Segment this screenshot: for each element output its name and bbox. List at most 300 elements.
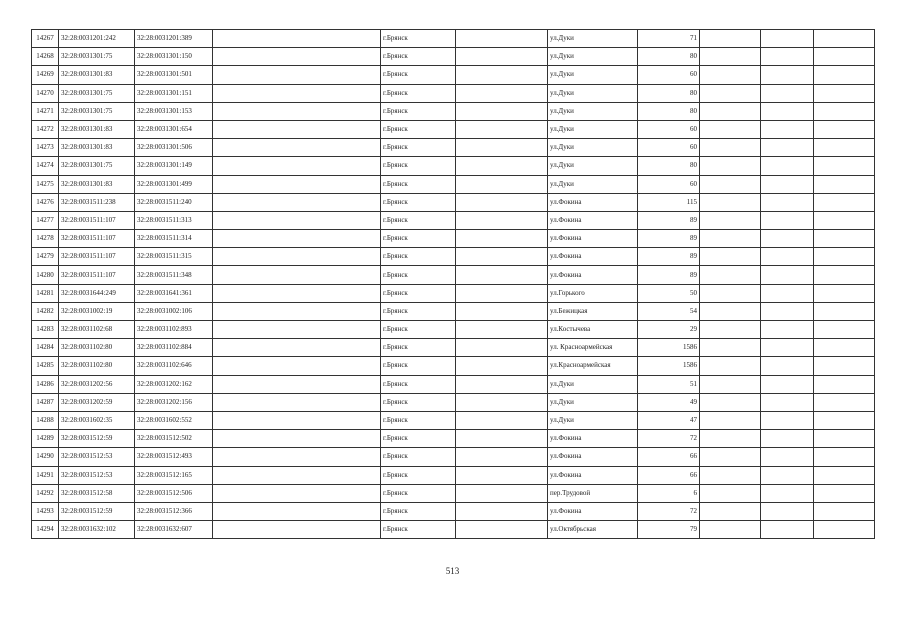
empty-cell (700, 448, 761, 466)
empty-cell (761, 66, 814, 84)
empty-cell (456, 211, 548, 229)
table-row (32, 120, 875, 138)
table-row (32, 484, 875, 502)
area-value-cell: 72 (638, 502, 700, 520)
empty-cell (456, 48, 548, 66)
cadastral-object-cell: 32:28:0031002:106 (135, 302, 213, 320)
empty-cell (700, 102, 761, 120)
table-row (32, 339, 875, 357)
empty-cell (213, 430, 381, 448)
cadastral-parcel-cell: 32:28:0031512:53 (59, 466, 135, 484)
empty-cell (700, 139, 761, 157)
empty-cell (814, 248, 875, 266)
city-cell: г.Брянск (381, 466, 456, 484)
empty-cell (761, 393, 814, 411)
city-cell: г.Брянск (381, 430, 456, 448)
row-number-cell: 14268 (32, 48, 59, 66)
empty-cell (814, 102, 875, 120)
empty-cell (456, 102, 548, 120)
empty-cell (814, 157, 875, 175)
empty-cell (814, 430, 875, 448)
table-row (32, 266, 875, 284)
table-row (32, 321, 875, 339)
empty-cell (456, 302, 548, 320)
empty-cell (814, 139, 875, 157)
empty-cell (761, 284, 814, 302)
street-cell: ул.Фокина (548, 502, 638, 520)
empty-cell (456, 357, 548, 375)
cadastral-object-cell: 32:28:0031632:607 (135, 521, 213, 539)
cadastral-parcel-cell: 32:28:0031511:238 (59, 193, 135, 211)
table-row (32, 175, 875, 193)
row-number-cell: 14267 (32, 30, 59, 48)
street-cell: ул.Дуки (548, 175, 638, 193)
table-row (32, 248, 875, 266)
cadastral-object-cell: 32:28:0031102:884 (135, 339, 213, 357)
street-cell: ул.Бежицкая (548, 302, 638, 320)
cadastral-parcel-cell: 32:28:0031512:58 (59, 484, 135, 502)
table-row (32, 284, 875, 302)
area-value-cell: 79 (638, 521, 700, 539)
register-table (31, 29, 875, 539)
empty-cell (700, 521, 761, 539)
empty-cell (761, 175, 814, 193)
empty-cell (761, 357, 814, 375)
cadastral-parcel-cell: 32:28:0031644:249 (59, 284, 135, 302)
table-row (32, 502, 875, 520)
empty-cell (761, 139, 814, 157)
city-cell: г.Брянск (381, 175, 456, 193)
table-row (32, 48, 875, 66)
empty-cell (213, 248, 381, 266)
page-number: 513 (445, 566, 460, 576)
empty-cell (761, 339, 814, 357)
empty-cell (456, 375, 548, 393)
empty-cell (213, 411, 381, 429)
empty-cell (213, 157, 381, 175)
empty-cell (700, 30, 761, 48)
area-value-cell: 89 (638, 266, 700, 284)
street-cell: ул.Костычева (548, 321, 638, 339)
area-value-cell: 60 (638, 120, 700, 138)
city-cell: г.Брянск (381, 30, 456, 48)
empty-cell (761, 375, 814, 393)
city-cell: г.Брянск (381, 139, 456, 157)
empty-cell (456, 66, 548, 84)
street-cell: ул.Октябрьская (548, 521, 638, 539)
street-cell: ул.Фокина (548, 211, 638, 229)
city-cell: г.Брянск (381, 211, 456, 229)
empty-cell (700, 430, 761, 448)
empty-cell (700, 357, 761, 375)
street-cell: ул. Красноармейская (548, 339, 638, 357)
row-number-cell: 14291 (32, 466, 59, 484)
empty-cell (700, 321, 761, 339)
empty-cell (456, 157, 548, 175)
empty-cell (456, 139, 548, 157)
street-cell: ул.Дуки (548, 157, 638, 175)
area-value-cell: 1586 (638, 339, 700, 357)
row-number-cell: 14274 (32, 157, 59, 175)
row-number-cell: 14269 (32, 66, 59, 84)
empty-cell (761, 411, 814, 429)
empty-cell (814, 266, 875, 284)
row-number-cell: 14288 (32, 411, 59, 429)
empty-cell (456, 266, 548, 284)
empty-cell (700, 84, 761, 102)
empty-cell (700, 248, 761, 266)
area-value-cell: 29 (638, 321, 700, 339)
area-value-cell: 89 (638, 211, 700, 229)
row-number-cell: 14270 (32, 84, 59, 102)
empty-cell (700, 375, 761, 393)
city-cell: г.Брянск (381, 484, 456, 502)
table-row (32, 448, 875, 466)
row-number-cell: 14273 (32, 139, 59, 157)
empty-cell (814, 211, 875, 229)
empty-cell (456, 284, 548, 302)
cadastral-parcel-cell: 32:28:0031301:75 (59, 84, 135, 102)
cadastral-object-cell: 32:28:0031602:552 (135, 411, 213, 429)
row-number-cell: 14277 (32, 211, 59, 229)
empty-cell (761, 230, 814, 248)
row-number-cell: 14289 (32, 430, 59, 448)
area-value-cell: 72 (638, 430, 700, 448)
empty-cell (456, 248, 548, 266)
cadastral-parcel-cell: 32:28:0031511:107 (59, 248, 135, 266)
empty-cell (213, 466, 381, 484)
street-cell: ул.Дуки (548, 84, 638, 102)
empty-cell (213, 448, 381, 466)
empty-cell (761, 248, 814, 266)
empty-cell (213, 175, 381, 193)
city-cell: г.Брянск (381, 84, 456, 102)
empty-cell (814, 66, 875, 84)
empty-cell (761, 502, 814, 520)
row-number-cell: 14282 (32, 302, 59, 320)
empty-cell (456, 339, 548, 357)
empty-cell (761, 30, 814, 48)
street-cell: ул.Дуки (548, 375, 638, 393)
cadastral-object-cell: 32:28:0031512:506 (135, 484, 213, 502)
empty-cell (213, 502, 381, 520)
area-value-cell: 115 (638, 193, 700, 211)
empty-cell (213, 375, 381, 393)
empty-cell (814, 302, 875, 320)
empty-cell (213, 393, 381, 411)
table-row (32, 357, 875, 375)
empty-cell (814, 448, 875, 466)
city-cell: г.Брянск (381, 375, 456, 393)
empty-cell (761, 302, 814, 320)
row-number-cell: 14285 (32, 357, 59, 375)
empty-cell (700, 66, 761, 84)
row-number-cell: 14278 (32, 230, 59, 248)
row-number-cell: 14276 (32, 193, 59, 211)
empty-cell (814, 502, 875, 520)
city-cell: г.Брянск (381, 393, 456, 411)
empty-cell (700, 339, 761, 357)
table-row (32, 193, 875, 211)
empty-cell (213, 284, 381, 302)
cadastral-parcel-cell: 32:28:0031201:242 (59, 30, 135, 48)
cadastral-parcel-cell: 32:28:0031301:83 (59, 139, 135, 157)
cadastral-object-cell: 32:28:0031202:162 (135, 375, 213, 393)
cadastral-object-cell: 32:28:0031301:499 (135, 175, 213, 193)
empty-cell (814, 393, 875, 411)
cadastral-object-cell: 32:28:0031512:165 (135, 466, 213, 484)
cadastral-parcel-cell: 32:28:0031102:68 (59, 321, 135, 339)
empty-cell (814, 48, 875, 66)
row-number-cell: 14271 (32, 102, 59, 120)
empty-cell (456, 411, 548, 429)
cadastral-object-cell: 32:28:0031301:149 (135, 157, 213, 175)
area-value-cell: 60 (638, 175, 700, 193)
empty-cell (213, 211, 381, 229)
cadastral-object-cell: 32:28:0031511:315 (135, 248, 213, 266)
empty-cell (213, 84, 381, 102)
empty-cell (814, 230, 875, 248)
cadastral-object-cell: 32:28:0031301:151 (135, 84, 213, 102)
table-row (32, 230, 875, 248)
empty-cell (700, 211, 761, 229)
city-cell: г.Брянск (381, 502, 456, 520)
row-number-cell: 14290 (32, 448, 59, 466)
row-number-cell: 14275 (32, 175, 59, 193)
cadastral-parcel-cell: 32:28:0031632:102 (59, 521, 135, 539)
area-value-cell: 71 (638, 30, 700, 48)
city-cell: г.Брянск (381, 120, 456, 138)
street-cell: ул.Фокина (548, 248, 638, 266)
empty-cell (456, 175, 548, 193)
cadastral-object-cell: 32:28:0031511:314 (135, 230, 213, 248)
empty-cell (456, 502, 548, 520)
table-row (32, 84, 875, 102)
empty-cell (761, 211, 814, 229)
cadastral-parcel-cell: 32:28:0031602:35 (59, 411, 135, 429)
empty-cell (213, 266, 381, 284)
empty-cell (700, 230, 761, 248)
area-value-cell: 80 (638, 84, 700, 102)
cadastral-parcel-cell: 32:28:0031202:56 (59, 375, 135, 393)
cadastral-parcel-cell: 32:28:0031202:59 (59, 393, 135, 411)
empty-cell (456, 321, 548, 339)
empty-cell (814, 321, 875, 339)
cadastral-object-cell: 32:28:0031202:156 (135, 393, 213, 411)
city-cell: г.Брянск (381, 339, 456, 357)
empty-cell (213, 193, 381, 211)
street-cell: пер.Трудовой (548, 484, 638, 502)
empty-cell (213, 357, 381, 375)
area-value-cell: 66 (638, 448, 700, 466)
empty-cell (213, 48, 381, 66)
table-row (32, 102, 875, 120)
area-value-cell: 89 (638, 230, 700, 248)
table-row (32, 30, 875, 48)
cadastral-object-cell: 32:28:0031102:646 (135, 357, 213, 375)
empty-cell (456, 230, 548, 248)
empty-cell (213, 66, 381, 84)
empty-cell (456, 193, 548, 211)
cadastral-parcel-cell: 32:28:0031102:80 (59, 339, 135, 357)
city-cell: г.Брянск (381, 48, 456, 66)
area-value-cell: 66 (638, 466, 700, 484)
area-value-cell: 60 (638, 139, 700, 157)
empty-cell (456, 448, 548, 466)
street-cell: ул.Красноармейская (548, 357, 638, 375)
empty-cell (700, 175, 761, 193)
area-value-cell: 80 (638, 157, 700, 175)
row-number-cell: 14292 (32, 484, 59, 502)
row-number-cell: 14284 (32, 339, 59, 357)
empty-cell (213, 321, 381, 339)
empty-cell (700, 48, 761, 66)
cadastral-parcel-cell: 32:28:0031102:80 (59, 357, 135, 375)
row-number-cell: 14287 (32, 393, 59, 411)
table-row (32, 430, 875, 448)
empty-cell (814, 357, 875, 375)
street-cell: ул.Фокина (548, 266, 638, 284)
row-number-cell: 14293 (32, 502, 59, 520)
empty-cell (761, 266, 814, 284)
cadastral-object-cell: 32:28:0031301:654 (135, 120, 213, 138)
empty-cell (213, 120, 381, 138)
table-row (32, 66, 875, 84)
street-cell: ул.Дуки (548, 139, 638, 157)
cadastral-object-cell: 32:28:0031512:502 (135, 430, 213, 448)
table-row (32, 139, 875, 157)
empty-cell (761, 84, 814, 102)
empty-cell (456, 30, 548, 48)
empty-cell (814, 193, 875, 211)
city-cell: г.Брянск (381, 102, 456, 120)
cadastral-object-cell: 32:28:0031102:893 (135, 321, 213, 339)
cadastral-object-cell: 32:28:0031511:313 (135, 211, 213, 229)
city-cell: г.Брянск (381, 411, 456, 429)
empty-cell (213, 302, 381, 320)
city-cell: г.Брянск (381, 66, 456, 84)
cadastral-object-cell: 32:28:0031301:150 (135, 48, 213, 66)
city-cell: г.Брянск (381, 448, 456, 466)
empty-cell (814, 84, 875, 102)
street-cell: ул.Фокина (548, 448, 638, 466)
empty-cell (213, 230, 381, 248)
city-cell: г.Брянск (381, 302, 456, 320)
area-value-cell: 6 (638, 484, 700, 502)
row-number-cell: 14294 (32, 521, 59, 539)
street-cell: ул.Дуки (548, 411, 638, 429)
empty-cell (814, 484, 875, 502)
cadastral-object-cell: 32:28:0031201:389 (135, 30, 213, 48)
area-value-cell: 60 (638, 66, 700, 84)
empty-cell (700, 484, 761, 502)
city-cell: г.Брянск (381, 521, 456, 539)
empty-cell (814, 175, 875, 193)
cadastral-parcel-cell: 32:28:0031301:83 (59, 120, 135, 138)
cadastral-object-cell: 32:28:0031511:240 (135, 193, 213, 211)
empty-cell (814, 284, 875, 302)
empty-cell (700, 502, 761, 520)
cadastral-parcel-cell: 32:28:0031512:59 (59, 430, 135, 448)
cadastral-parcel-cell: 32:28:0031301:75 (59, 157, 135, 175)
empty-cell (814, 466, 875, 484)
table-row (32, 411, 875, 429)
row-number-cell: 14280 (32, 266, 59, 284)
empty-cell (700, 393, 761, 411)
empty-cell (814, 120, 875, 138)
row-number-cell: 14283 (32, 321, 59, 339)
city-cell: г.Брянск (381, 248, 456, 266)
empty-cell (700, 411, 761, 429)
street-cell: ул.Горького (548, 284, 638, 302)
street-cell: ул.Дуки (548, 120, 638, 138)
area-value-cell: 80 (638, 102, 700, 120)
empty-cell (761, 102, 814, 120)
cadastral-parcel-cell: 32:28:0031512:53 (59, 448, 135, 466)
row-number-cell: 14281 (32, 284, 59, 302)
city-cell: г.Брянск (381, 357, 456, 375)
city-cell: г.Брянск (381, 321, 456, 339)
city-cell: г.Брянск (381, 157, 456, 175)
empty-cell (213, 102, 381, 120)
empty-cell (700, 466, 761, 484)
street-cell: ул.Дуки (548, 48, 638, 66)
row-number-cell: 14279 (32, 248, 59, 266)
row-number-cell: 14286 (32, 375, 59, 393)
area-value-cell: 80 (638, 48, 700, 66)
empty-cell (814, 339, 875, 357)
city-cell: г.Брянск (381, 193, 456, 211)
cadastral-object-cell: 32:28:0031512:366 (135, 502, 213, 520)
street-cell: ул.Дуки (548, 102, 638, 120)
empty-cell (814, 521, 875, 539)
area-value-cell: 1586 (638, 357, 700, 375)
empty-cell (456, 120, 548, 138)
cadastral-object-cell: 32:28:0031641:361 (135, 284, 213, 302)
street-cell: ул.Фокина (548, 230, 638, 248)
street-cell: ул.Фокина (548, 430, 638, 448)
area-value-cell: 49 (638, 393, 700, 411)
area-value-cell: 51 (638, 375, 700, 393)
cadastral-object-cell: 32:28:0031301:506 (135, 139, 213, 157)
cadastral-parcel-cell: 32:28:0031301:83 (59, 175, 135, 193)
empty-cell (700, 284, 761, 302)
cadastral-parcel-cell: 32:28:0031511:107 (59, 266, 135, 284)
empty-cell (700, 302, 761, 320)
empty-cell (700, 157, 761, 175)
empty-cell (456, 484, 548, 502)
empty-cell (456, 393, 548, 411)
cadastral-parcel-cell: 32:28:0031511:107 (59, 230, 135, 248)
empty-cell (456, 84, 548, 102)
city-cell: г.Брянск (381, 284, 456, 302)
city-cell: г.Брянск (381, 266, 456, 284)
area-value-cell: 47 (638, 411, 700, 429)
empty-cell (700, 120, 761, 138)
empty-cell (213, 139, 381, 157)
area-value-cell: 50 (638, 284, 700, 302)
empty-cell (814, 411, 875, 429)
cadastral-object-cell: 32:28:0031301:501 (135, 66, 213, 84)
table-row (32, 393, 875, 411)
city-cell: г.Брянск (381, 230, 456, 248)
cadastral-parcel-cell: 32:28:0031301:83 (59, 66, 135, 84)
empty-cell (213, 30, 381, 48)
table-row (32, 521, 875, 539)
cadastral-parcel-cell: 32:28:0031002:19 (59, 302, 135, 320)
empty-cell (761, 521, 814, 539)
empty-cell (761, 48, 814, 66)
